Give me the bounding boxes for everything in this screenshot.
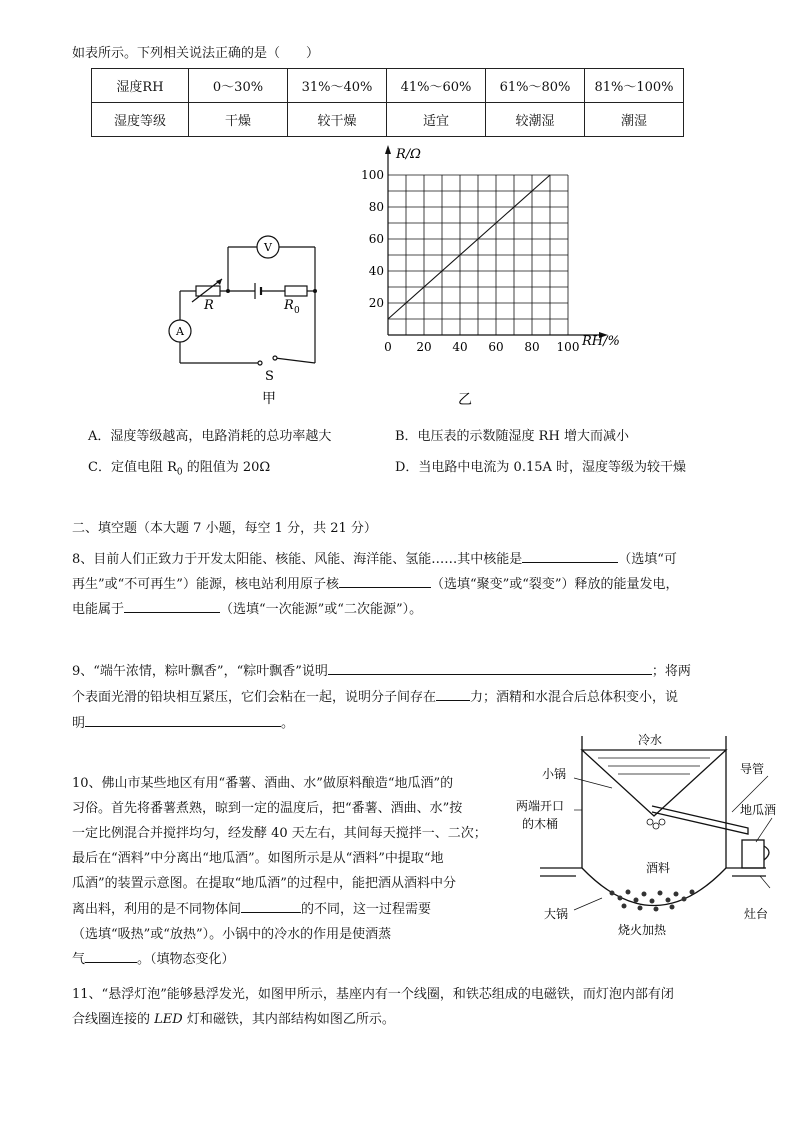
q11-line-2 xyxy=(72,1008,395,1027)
q10-text: 离出料，利用的是不同物体间 xyxy=(72,902,242,917)
y-tick-label: 20 xyxy=(368,296,384,310)
x-tick-label: 60 xyxy=(488,340,504,354)
q11-text: 合线圈连接的 xyxy=(72,1012,155,1027)
q10-line xyxy=(72,948,235,967)
option-c-text-end: 的阻值为 20Ω xyxy=(182,460,271,475)
label-mash: 酒料 xyxy=(646,861,671,875)
section-heading: 二、填空题（本大题 7 小题，每空 1 分，共 21 分） xyxy=(72,521,377,536)
q8-text: （选填“聚变”或“裂变”）释放的能量发电， xyxy=(430,577,679,592)
y-tick-label: 40 xyxy=(368,264,384,278)
series-line xyxy=(388,175,550,319)
q11-text: 灯和磁铁，其内部结构如图乙所示。 xyxy=(182,1012,395,1027)
q10-line: 习俗。首先将番薯煮熟，晾到一定的温度后，把“番薯、酒曲、水”按 xyxy=(72,801,463,816)
option-d[interactable]: D．当电路中电流为 0.15A 时，湿度等级为较干燥 xyxy=(395,460,687,475)
x-axis-label: RH/% xyxy=(582,334,620,349)
table-cell: 干燥 xyxy=(189,103,288,137)
q9-text: 明 xyxy=(72,716,86,731)
table-cell: 潮湿 xyxy=(585,103,684,137)
option-a[interactable]: A．湿度等级越高，电路消耗的总功率越大 xyxy=(88,429,332,444)
q10-text: 的不同，这一过程需要 xyxy=(301,902,432,917)
x-tick-label: 80 xyxy=(524,340,540,354)
label-stove: 灶台 xyxy=(744,907,769,921)
q8-text: 8、目前人们正致力于开发太阳能、核能、风能、海洋能、氢能……其中核能是 xyxy=(72,552,523,567)
table-cell: 41%～60% xyxy=(387,69,486,103)
r0-subscript: 0 xyxy=(294,306,300,316)
label-bucket-line-2: 的木桶 xyxy=(522,817,559,831)
q8-line-2 xyxy=(72,573,679,592)
q9-text: 9、“端午浓情，粽叶飘香”，“粽叶飘香”说明 xyxy=(72,664,328,679)
distillation-apparatus xyxy=(512,728,788,943)
q8-line-1 xyxy=(72,548,677,567)
option-c[interactable] xyxy=(88,456,270,478)
q9-text: 。 xyxy=(281,716,295,731)
q8-answer-blank-1[interactable] xyxy=(522,550,618,563)
table-cell: 81%～100% xyxy=(585,69,684,103)
table-header-cell: 湿度等级 xyxy=(92,103,189,137)
q10-line: （选填“吸热”或“放热”）。小锅中的冷水的作用是使酒蒸 xyxy=(72,927,392,942)
q9-line-1 xyxy=(72,660,691,679)
q9-text: ；将两 xyxy=(651,664,691,679)
q10-text: 气 xyxy=(72,952,86,967)
label-wine: 地瓜酒 xyxy=(740,803,777,817)
table-row xyxy=(92,103,684,137)
voltmeter-label: V xyxy=(264,241,272,254)
q9-answer-blank-3[interactable] xyxy=(85,714,281,727)
y-tick-label: 100 xyxy=(361,168,384,182)
label-small-pot: 小锅 xyxy=(542,767,567,781)
q10-line xyxy=(72,898,431,917)
q8-line-3 xyxy=(72,598,422,617)
q9-answer-blank-2[interactable] xyxy=(436,688,470,701)
y-tick-label: 60 xyxy=(368,232,384,246)
table-cell: 适宜 xyxy=(387,103,486,137)
q10-line: 10、佛山市某些地区有用“番薯、酒曲、水”做原料酿造“地瓜酒”的 xyxy=(72,776,454,791)
q9-text: 力；酒精和水混合后总体积变小，说 xyxy=(470,690,679,705)
q8-text: （选填“可 xyxy=(618,552,677,567)
humidity-table xyxy=(91,68,684,137)
y-tick-label: 80 xyxy=(368,200,384,214)
q9-line-3 xyxy=(72,712,294,731)
x-tick-label: 40 xyxy=(452,340,468,354)
circuit-diagram xyxy=(160,225,330,415)
table-header-cell: 湿度RH xyxy=(92,69,189,103)
y-axis-label: R/Ω xyxy=(396,147,421,162)
q8-answer-blank-3[interactable] xyxy=(124,600,220,613)
q10-line: 瓜酒”的装置示意图。在提取“地瓜酒”的过程中，能把酒从酒料中分 xyxy=(72,876,456,891)
q8-answer-blank-2[interactable] xyxy=(339,575,431,588)
ammeter-label: A xyxy=(176,325,184,338)
table-row xyxy=(92,69,684,103)
q10-text: 。（填物态变化） xyxy=(137,952,235,967)
q9-text: 个表面光滑的铅块相互紧压，它们会粘在一起，说明分子间存在 xyxy=(72,690,437,705)
label-cold-water: 冷水 xyxy=(638,733,663,747)
q10-line: 一定比例混合并搅拌均匀，经发酵 40 天左右，其间每天搅拌一、二次； xyxy=(72,826,487,841)
q10-answer-blank-1[interactable] xyxy=(241,900,301,913)
q8-text: （选填“一次能源”或“二次能源”）。 xyxy=(220,602,423,617)
option-c-subscript: 0 xyxy=(176,467,183,478)
q8-text: 电能属于 xyxy=(72,602,125,617)
resistance-humidity-graph xyxy=(360,142,640,412)
x-tick-label: 20 xyxy=(416,340,432,354)
x-tick-label: 100 xyxy=(556,340,580,354)
rheostat-label: R xyxy=(204,298,214,313)
q9-line-2 xyxy=(72,686,678,705)
label-pipe: 导管 xyxy=(740,762,765,776)
y-axis-arrow xyxy=(385,145,391,154)
q10-answer-blank-2[interactable] xyxy=(85,950,137,963)
label-big-pot: 大锅 xyxy=(544,907,569,921)
table-cell: 较潮湿 xyxy=(486,103,585,137)
circuit-caption: 甲 xyxy=(262,391,276,407)
x-tick-label: 0 xyxy=(384,340,392,354)
table-cell: 61%～80% xyxy=(486,69,585,103)
table-cell: 较干燥 xyxy=(288,103,387,137)
r0-label: R xyxy=(284,298,294,313)
label-bucket-line-1: 两端开口 xyxy=(516,799,565,813)
q11-line-1: 11、“悬浮灯泡”能够悬浮发光，如图甲所示，基座内有一个线圈，和铁芯组成的电磁铁，而灯泡内部有闭 xyxy=(72,987,674,1002)
switch-label: S xyxy=(265,369,274,384)
graph-caption: 乙 xyxy=(458,392,472,408)
table-cell: 31%～40% xyxy=(288,69,387,103)
q9-answer-blank-1[interactable] xyxy=(328,662,652,675)
label-fire: 烧火加热 xyxy=(618,923,667,937)
table-cell: 0～30% xyxy=(189,69,288,103)
q10-line: 最后在“酒料”中分离出“地瓜酒”。如图所示是从“酒料”中提取“地 xyxy=(72,851,444,866)
option-b[interactable]: B．电压表的示数随湿度 RH 增大而减小 xyxy=(395,429,629,444)
q8-text: 再生”或“不可再生”）能源，核电站利用原子核 xyxy=(72,577,339,592)
option-c-text: C．定值电阻 R xyxy=(88,460,177,475)
question-stem: 如表所示。下列相关说法正确的是（ ） xyxy=(72,46,320,61)
q11-led-term: LED xyxy=(154,1012,183,1027)
